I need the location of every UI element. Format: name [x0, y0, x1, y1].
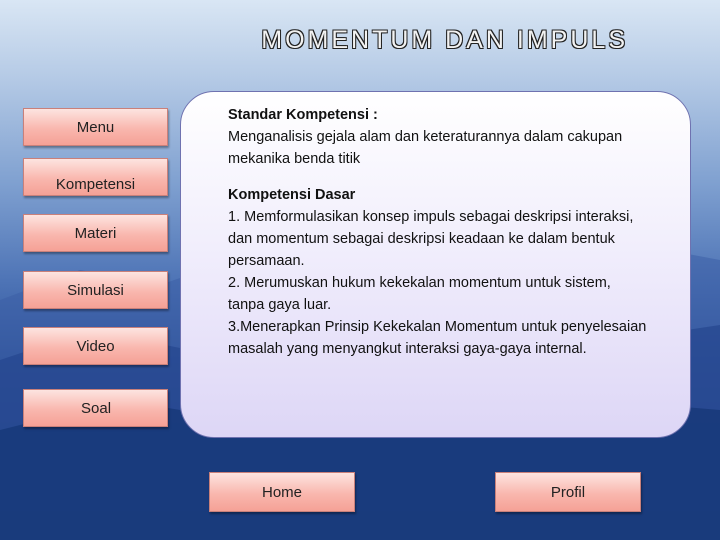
simulasi-button-label: Simulasi — [67, 281, 124, 299]
menu-button[interactable] — [23, 108, 168, 146]
home-button-label: Home — [261, 483, 302, 501]
kompetensi-dasar-heading: Kompetensi Dasar — [228, 187, 356, 203]
competency-text — [228, 104, 648, 360]
kompetensi-button[interactable] — [23, 158, 168, 196]
video-button-label: Video — [76, 337, 115, 355]
slide-title: MOMENTUM DAN IMPULS — [261, 26, 628, 54]
standar-kompetensi-text: Menganalisis gejala alam dan keteraturannya dalam cakupan mekanika benda titik — [228, 129, 623, 167]
soal-button[interactable] — [23, 389, 168, 427]
menu-button-label: Menu — [76, 118, 115, 136]
materi-button[interactable] — [23, 214, 168, 252]
kompetensi-dasar-item: 3.Menerapkan Prinsip Kekekalan Momentum untuk penyelesaian masalah yang menyangkut interaksi gaya-gaya internal. — [228, 319, 647, 357]
profil-button-label: Profil — [550, 483, 586, 501]
home-button[interactable] — [209, 472, 355, 512]
profil-button[interactable] — [495, 472, 641, 512]
simulasi-button[interactable] — [23, 271, 168, 309]
kompetensi-button-label: Kompetensi — [55, 176, 136, 193]
video-button[interactable] — [23, 327, 168, 365]
kompetensi-dasar-item: 2. Merumuskan hukum kekekalan momentum untuk sistem, tanpa gaya luar. — [228, 275, 611, 313]
kompetensi-dasar-item: 1. Memformulasikan konsep impuls sebagai deskripsi interaksi, dan momentum sebagai deskripsi keadaan ke dalam bentuk persamaan. — [228, 209, 634, 269]
materi-button-label: Materi — [74, 224, 117, 242]
soal-button-label: Soal — [81, 399, 112, 417]
standar-kompetensi-heading: Standar Kompetensi : — [228, 107, 378, 123]
